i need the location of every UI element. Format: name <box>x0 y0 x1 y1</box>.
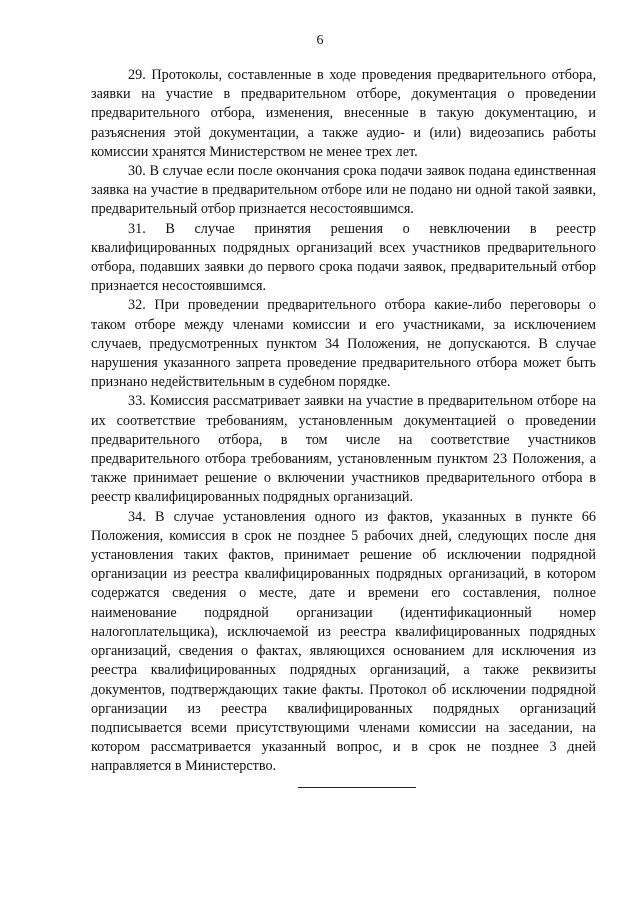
document-body <box>91 66 596 777</box>
paragraph-32: 32. При проведении предварительного отбора какие-либо переговоры о таком отборе между членами комиссии и его участниками, за исключением случаев, предусмотренных пунктом 34 Положения, не допускаются. В случае нарушения указанного запрета проведение предварительного отбора может быть признано недействительным в судебном порядке. <box>91 297 596 391</box>
paragraph-33: 33. Комиссия рассматривает заявки на участие в предварительном отборе на их соответствие требованиям, установленным документацией о проведении предварительного отбора, в том числе на соответствие участников предварительного отбора требованиям, установленным пунктом 23 Положения, а также принимает решение о включении участников предварительного отбора в реестр квалифицированных подрядных организаций. <box>91 393 596 506</box>
paragraph-31: 31. В случае принятия решения о невключении в реестр квалифицированных подрядных организаций всех участников предварительного отбора, подавших заявки до первого срока подачи заявок, предварительный отбор признается несостоявшимся. <box>91 220 596 295</box>
page-number: 6 <box>316 33 324 48</box>
end-of-text-rule <box>298 787 416 788</box>
paragraph-34: 34. В случае установления одного из фактов, указанных в пункте 66 Положения, комиссия в срок не позднее 5 рабочих дней, следующих после дня установления таких фактов, принимает решение об исключении подрядной организации из реестра квалифицированных подрядных организаций, в котором содержатся сведения о месте, дате и времени его составления, полное наименование подрядной организации (идентификационный номер налогоплательщика), исключаемой из реестра квалифицированных подрядных организаций, сведения о фактах, являющихся основанием для исключения из реестра квалифицированных подрядных организаций, а также реквизиты документов, подтверждающих такие факты. Протокол об исключении подрядной организации из реестра квалифицированных подрядных организаций подписывается всеми присутствующими членами комиссии на заседании, на котором рассматривается указанный вопрос, и в срок не позднее 3 дней направляется в Министерство. <box>91 508 596 775</box>
paragraph-30: 30. В случае если после окончания срока подачи заявок подана единственная заявка на участие в предварительном отборе или не подано ни одной такой заявки, предварительный отбор признается несостоявшимся. <box>91 163 596 218</box>
paragraph-29: 29. Протоколы, составленные в ходе проведения предварительного отбора, заявки на участие в предварительном отборе, документация о проведении предварительного отбора, изменения, внесенные в такую документацию, и разъяснения этой документации, а также аудио- и (или) видеозапись работы комиссии хранятся Министерством не менее трех лет. <box>91 67 596 160</box>
